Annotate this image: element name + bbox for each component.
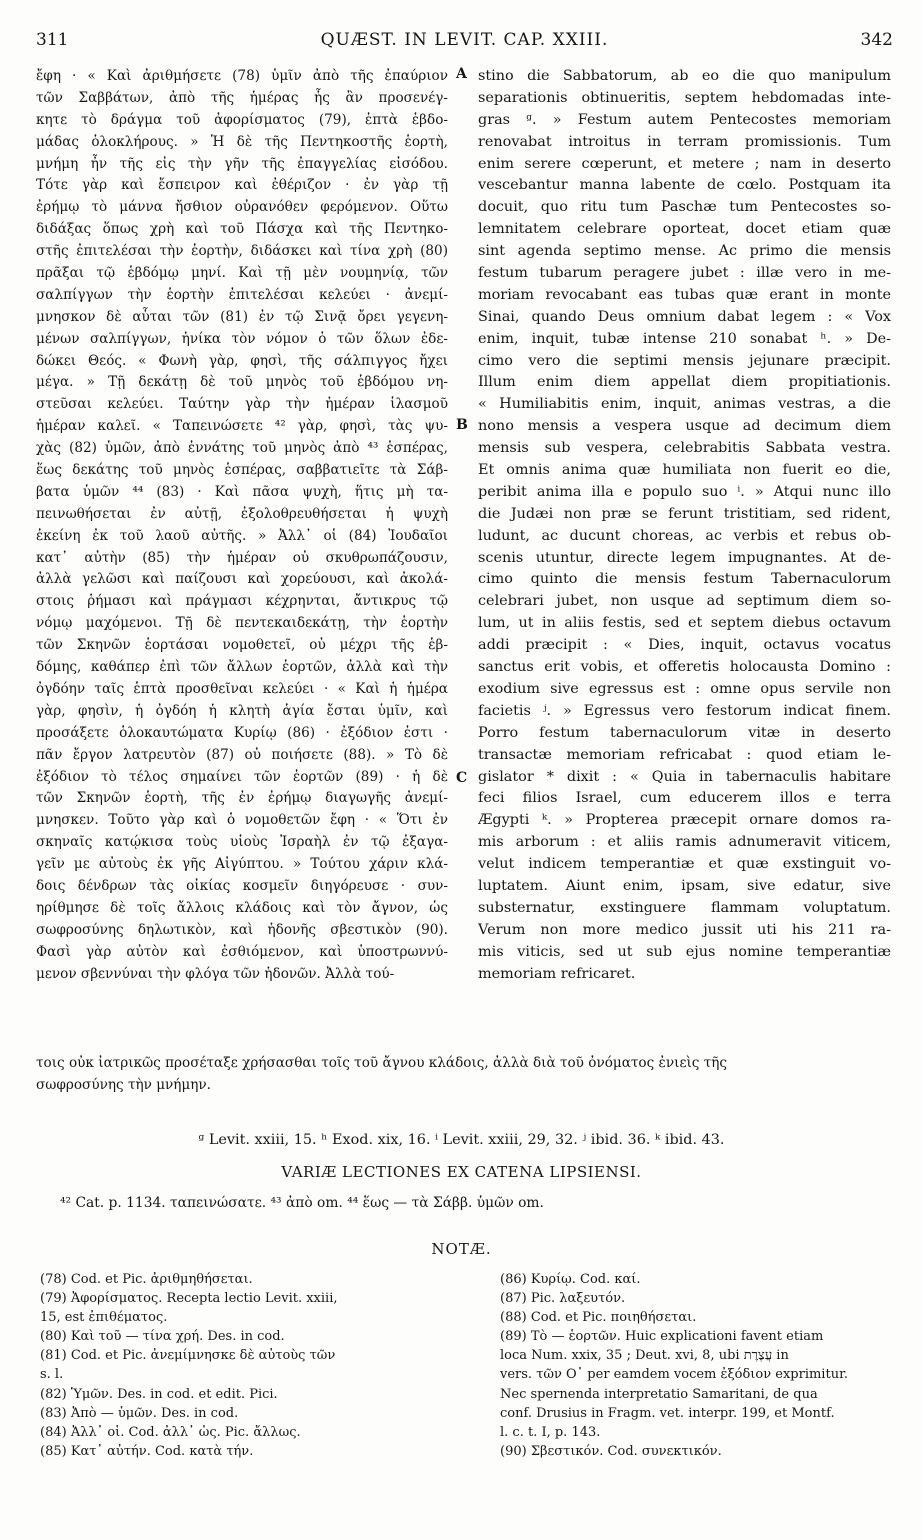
greek-text-line: κατ᾽ αὐτὴν (85) τὴν ἡμέραν οὐ σκυθρωπάζουσιν, <box>36 549 448 566</box>
greek-text-line: γὰρ, φησὶν, ἡ ὀγδόη ἡ κλητὴ ἁγία ἔσται ὑμῖν, καὶ <box>36 702 448 719</box>
greek-text-line: μνησκεν. Τοῦτο γὰρ καὶ ὁ νομοθετῶν ἔφη · « Ὅτι ἐν <box>36 812 448 829</box>
latin-text-line: celebrari jubet, non usque ad septimum diem so- <box>478 593 891 610</box>
latin-text-line: facietis ʲ. » Egressus vero festorum indicat finem. <box>478 702 891 719</box>
note-line: (90) Σβεστικόν. Cod. συνεκτικόν. <box>500 1443 722 1459</box>
latin-text-line: enim serere cœperunt, et metere ; nam in deserto <box>478 155 891 172</box>
latin-text-line: « Humiliabitis enim, inquit, animas vestras, a die <box>478 396 891 413</box>
scripture-footnotes: ᵍ Levit. xxiii, 15. ʰ Exod. xix, 16. ⁱ Levit. xxiii, 29, 32. ʲ ibid. 36. ᵏ ibid. 43. <box>198 1132 725 1148</box>
note-line: (84) Ἀλλ᾽ οἱ. Cod. ἀλλ᾽ ὡς. Pic. ἄλλως. <box>40 1424 301 1440</box>
greek-text-line: Τότε γὰρ καὶ ἔσπειρον καὶ ἐθέριζον · ἐν γὰρ τῇ <box>36 177 448 194</box>
greek-text-line: δοις δένδρων τὰς οἰκίας κοσμεῖν διηγόρευσε · συν- <box>36 877 448 894</box>
greek-text-line: ἐκείνη ἐκ τοῦ λαοῦ αὐτῆς. » Ἀλλ᾽ οἱ (84) Ἰουδαῖοι <box>36 527 448 544</box>
latin-text-line: peribit anima illa e populo suo ⁱ. » Atqui nunc illo <box>478 483 891 500</box>
latin-text-line: lum, ut in aliis festis, sed et septem diebus octavum <box>478 615 891 632</box>
latin-text-line: gras ᵍ. » Festum autem Pentecostes memoriam <box>478 111 891 128</box>
note-line: (85) Κατ᾽ αὐτήν. Cod. κατὰ τήν. <box>40 1443 254 1459</box>
latin-text-line: mis arborum : et aliis ramis adnumeravit viticem, <box>478 834 891 851</box>
variae-lectiones-title: VARIÆ LECTIONES EX CATENA LIPSIENSI. <box>281 1163 642 1181</box>
greek-text-line: δώκει Θεός. « Φωνὴ γὰρ, φησὶ, τῆς σάλπιγγος ἤχει <box>36 352 448 369</box>
note-line: (81) Cod. et Pic. ἀνεμίμνησκε δὲ αὐτοὺς τῶν <box>40 1348 336 1364</box>
note-line: vers. τῶν Ο᾽ per eamdem vocem ἐξόδιον exprimitur. <box>500 1367 848 1383</box>
greek-text-line: πᾶν ἔργον λατρευτὸν (87) οὐ ποιήσετε (88). » Τὸ δὲ <box>36 746 448 763</box>
greek-text-line: ηρίθμησε δὲ τοῖς ἄλλοις κλάδοις καὶ τὸν ἄγνον, ὡς <box>36 899 448 916</box>
latin-text-line: substernatur, exstinguere flammam voluptatum. <box>478 899 891 916</box>
latin-text-line: luptatem. Aiunt enim, ipsam, sive edatur, sive <box>478 877 891 894</box>
latin-text-line: transactæ memoriam refricabat : quod etiam le- <box>478 746 891 763</box>
greek-text-line: μένων σαλπίγγων, ἡνίκα τὸν νόμον ὁ τῶν ὅλων ἐδε- <box>36 330 448 347</box>
greek-text-line: χὰς (82) ὑμῶν, ἀπὸ ἐννάτης τοῦ μηνὸς ἀπὸ ⁴³ ἑσπέρας, <box>36 440 448 457</box>
greek-text-line: στοις ῥήμασι καὶ πράγμασι κέχρηνται, ἄντικρυς τῷ <box>36 593 448 610</box>
margin-letter-c: C <box>456 770 468 786</box>
latin-text-line: memoriam refricaret. <box>478 965 636 982</box>
greek-text-line: ἐρήμῳ τὸ μάννα ἤσθιον οὐρανόθεν φερόμενον. Οὕτω <box>36 199 448 216</box>
greek-text-line: μάδας ὁλοκλήρους. » Ἡ δὲ τῆς Πεντηκοστῆς ἑορτὴ, <box>36 133 448 150</box>
greek-text-line: τῶν Σκηνῶν ἑορτάσαι νομοθετεῖ, οὐ μέχρι τῆς ἑβ- <box>36 637 448 654</box>
latin-text-line: addi præcipit : « Dies, inquit, octavus vocatus <box>478 637 891 654</box>
latin-text-line: Ægypti ᵏ. » Propterea præcepit ornare domos ra- <box>478 812 891 829</box>
note-line: l. c. t. I, p. 143. <box>500 1424 601 1440</box>
latin-text-line: moriam revocabant eas tubas quæ erant in monte <box>478 286 891 303</box>
note-line: (88) Cod. et Pic. ποιηθήσεται. <box>500 1310 697 1326</box>
greek-text-line: προσάξετε ὁλοκαυτώματα Κυρίῳ (86) · ἐξόδιον ἐστι · <box>36 724 448 741</box>
latin-text-line: sanctus erit vobis, et offeretis holocausta Domino : <box>478 659 891 676</box>
note-line: (82) Ὑμῶν. Des. in cod. et edit. Pici. <box>40 1386 278 1402</box>
note-line: (89) Τὸ — ἑορτῶν. Huic explicationi favent etiam <box>500 1329 824 1345</box>
greek-text-line: ἔφη · « Καὶ ἀριθμήσετε (78) ὑμῖν ἀπὸ τῆς ἐπαύριον <box>36 68 448 84</box>
greek-text-line: στῆς ἐπιτελέσαι τὴν ἑορτὴν, διδάσκει καὶ τίνα χρὴ (80) <box>36 243 448 260</box>
greek-text-line: ἕως δεκάτης τοῦ μηνὸς ἑσπέρας, σαββατιεῖτε τὰ Σάβ- <box>36 462 448 479</box>
greek-text-line: μνησκον δὲ αὗται τῶν (81) ἐν τῷ Σινᾷ ὄρει γεγενη- <box>36 308 448 325</box>
latin-text-line: Illum enim diem appellat diem propitiationis. <box>478 374 891 391</box>
greek-text-line: μενον σβεννύναι τὴν φλόγα τῶν ἡδονῶν. Ἀλλὰ τού- <box>36 965 395 982</box>
variae-lectiones-text: ⁴² Cat. p. 1134. ταπεινώσατε. ⁴³ ἀπὸ om. ⁴⁴ ἕως — τὰ Σάββ. ὑμῶν om. <box>60 1195 544 1211</box>
latin-text-line: gislator * dixit : « Quia in tabernaculis habitare <box>478 768 891 785</box>
latin-text-line: die Judæi non præ se ferunt tristitiam, sed rident, <box>478 505 891 522</box>
latin-text-column <box>478 66 891 985</box>
page-number-right: 342 <box>860 30 893 50</box>
note-line: Nec spernenda interpretatio Samaritani, de qua <box>500 1386 818 1402</box>
greek-text-line: μέγα. » Τῇ δεκάτῃ δὲ τοῦ μηνὸς τοῦ ἑβδόμου νη- <box>36 374 448 391</box>
greek-text-line: στεῦσαι κελεύει. Ταύτην γὰρ τὴν ἡμέραν ἱλασμοῦ <box>36 396 448 413</box>
note-line: 15, est ἐπιθέματος. <box>40 1310 168 1326</box>
latin-text-line: mensis sub vespera, celebrabitis Sabbata vestra. <box>478 440 891 457</box>
latin-text-line: cimo quinto die mensis festum Tabernaculorum <box>478 571 891 588</box>
latin-text-line: feci filios Israel, cum educerem illos e terra <box>478 790 891 807</box>
latin-text-line: cimo vero die septimi mensis jejunare præcipit. <box>478 352 891 369</box>
greek-text-line: ὀγδόην ταῖς ἑπτὰ προσθεῖναι κελεύει · « Καὶ ἡ ἡμέρα <box>36 680 448 697</box>
greek-text-line: διδάξας ὅπως χρὴ καὶ τοῦ Πάσχα καὶ τῆς Πεντηκο- <box>36 221 448 238</box>
greek-text-column <box>36 66 448 985</box>
greek-text-line: νόμῳ μαχόμενοι. Τῇ δὲ πεντεκαιδεκάτῃ, τὴν ἑορτὴν <box>36 615 448 632</box>
greek-text-line: τῶν Σαββάτων, ἀπὸ τῆς ἡμέρας ἧς ἂν προσενέγ- <box>36 89 448 106</box>
latin-text-line: sint agenda septimo mense. Ac primo die mensis <box>478 243 891 260</box>
latin-text-line: scenis utuntur, directe legem impugnantes. At de- <box>478 549 891 566</box>
notes-left-column <box>40 1270 460 1461</box>
greek-text-line: σωφροσύνης δηλωτικὸν, καὶ ἡδονῆς σβεστικὸν (90). <box>36 921 448 938</box>
running-title: QUÆST. IN LEVIT. CAP. XXIII. <box>320 30 609 50</box>
greek-text-line: σκηναῖς κατῴκισα τοὺς υἱοὺς Ἰσραὴλ ἐν τῷ ἐξαγα- <box>36 834 448 851</box>
latin-text-line: enim, inquit, tubæ intense 210 sonabat ʰ. » De- <box>478 330 891 347</box>
latin-text-line: stino die Sabbatorum, ab eo die quo manipulum <box>478 68 891 84</box>
latin-text-line: mis viticis, sed ut sub ejus nomine temperantiæ <box>478 943 891 960</box>
note-line: conf. Drusius in Fragm. vet. interpr. 199, et Montf. <box>500 1405 835 1421</box>
notes-right-column <box>500 1270 895 1461</box>
note-line: (87) Pic. λαξευτόν. <box>500 1291 626 1307</box>
note-line: (80) Καὶ τοῦ — τίνα χρή. Des. in cod. <box>40 1329 285 1345</box>
note-line: loca Num. xxix, 35 ; Deut. xvi, 8, ubi עֲצֶרֶת in <box>500 1348 789 1364</box>
latin-text-line: separationis obtinueritis, septem hebdomadas inte- <box>478 89 891 106</box>
note-line: (83) Ἀπὸ — ὑμῶν. Des. in cod. <box>40 1405 239 1421</box>
greek-text-line: δόμης, καθάπερ ἐπὶ τῶν ἄλλων ἑορτῶν, ἀλλὰ καὶ τὴν <box>36 659 448 676</box>
running-header <box>36 30 893 54</box>
latin-text-line: Verum non more medico jussit uti his 211 ra- <box>478 921 891 938</box>
greek-text-line: σαλπίγγων τὴν ἑορτὴν ἐπιτελέσαι κελεύει · ἀνεμί- <box>36 286 448 303</box>
greek-text-line: ἀλλὰ γελῶσι καὶ παίζουσι καὶ χορεύουσι, καὶ ἀκολά- <box>36 571 448 588</box>
latin-text-line: vescebantur manna labente de cœlo. Postquam ita <box>478 177 891 194</box>
greek-text-line: βατα ὑμῶν ⁴⁴ (83) · Καὶ πᾶσα ψυχὴ, ἥτις μὴ τα- <box>36 483 448 500</box>
greek-continuation-line: σωφροσύνης τὴν μνήμην. <box>36 1077 211 1093</box>
note-line: (78) Cod. et Pic. ἀριθμηθήσεται. <box>40 1272 253 1287</box>
latin-text-line: festum tubarum peragere jubet : illæ vero in me- <box>478 265 891 282</box>
latin-text-line: Porro festum tabernaculorum vitæ in deserto <box>478 724 891 741</box>
note-line: (79) Ἀφορίσματος. Recepta lectio Levit. xxiii, <box>40 1291 338 1307</box>
greek-continuation-line: τοις οὐκ ἰατρικῶς προσέταξε χρήσασθαι τοῖς τοῦ ἄγνου κλάδοις, ἀλλὰ διὰ τοῦ ὀνόματος ἐνιεὶς τῆς <box>36 1055 728 1071</box>
greek-text-line: πεινωθήσεται ἐν αὐτῇ, ἐξολοθρευθήσεται ἡ ψυχὴ <box>36 505 448 522</box>
margin-letter-b: B <box>456 417 468 433</box>
note-line: (86) Κυρίῳ. Cod. καί. <box>500 1272 641 1287</box>
latin-text-line: Et omnis anima quæ humiliata non fuerit eo die, <box>478 462 891 479</box>
latin-text-line: Sinai, quando Deus omnium dabat legem : « Vox <box>478 308 891 325</box>
latin-text-line: ludunt, ac ducunt choreas, ac verbis et rebus ob- <box>478 527 891 544</box>
greek-text-line: ἐξόδιον τὸ τέλος σημαίνει τῶν ἑορτῶν (89) · ἡ δὲ <box>36 768 448 785</box>
margin-letter-a: A <box>456 66 467 82</box>
latin-text-line: nono mensis a vespera usque ad decimum diem <box>478 418 891 435</box>
latin-text-line: velut indicem temperantiæ et quæ exstinguit vo- <box>478 856 891 873</box>
greek-text-line: τῶν Σκηνῶν ἑορτὴ, τῆς ἐν ἐρήμῳ διαγωγῆς ἀνεμί- <box>36 790 448 807</box>
greek-text-line: πρᾶξαι τῷ ἑβδόμῳ μηνί. Καὶ τῇ μὲν νουμηνίᾳ, τῶν <box>36 265 448 282</box>
greek-text-line: ἡμέραν καλεῖ. « Ταπεινώσετε ⁴² γὰρ, φησὶ, τὰς ψυ- <box>36 418 448 435</box>
latin-text-line: renovabat introitus in terram promissionis. Tum <box>478 133 891 150</box>
greek-text-line: μνήμη ἦν τῆς εἰς τὴν γῆν τῆς ἐπαγγελίας εἰσόδου. <box>36 155 448 172</box>
latin-text-line: lemnitatem celebrare oporteat, docet etiam quæ <box>478 221 891 238</box>
latin-text-line: docuit, quo ritu tum Paschæ tum Pentecostes so- <box>478 199 891 216</box>
greek-text-line: γεῖν με αὐτοὺς ἐκ γῆς Αἰγύπτου. » Τούτου χάριν κλά- <box>36 856 448 873</box>
page-number-left: 311 <box>36 30 69 50</box>
greek-text-line: Φασὶ γὰρ αὐτὸν καὶ ἐσθιόμενον, καὶ ὑποστρωννύ- <box>36 943 448 960</box>
greek-text-line: κητε τὸ δράγμα τοῦ ἀφορίσματος (79), ἑπτὰ ἑβδο- <box>36 111 448 128</box>
notae-title: NOTÆ. <box>431 1240 492 1258</box>
note-line: s. l. <box>40 1367 64 1383</box>
latin-text-line: exodium sive egressus est : omne opus servile non <box>478 680 891 697</box>
